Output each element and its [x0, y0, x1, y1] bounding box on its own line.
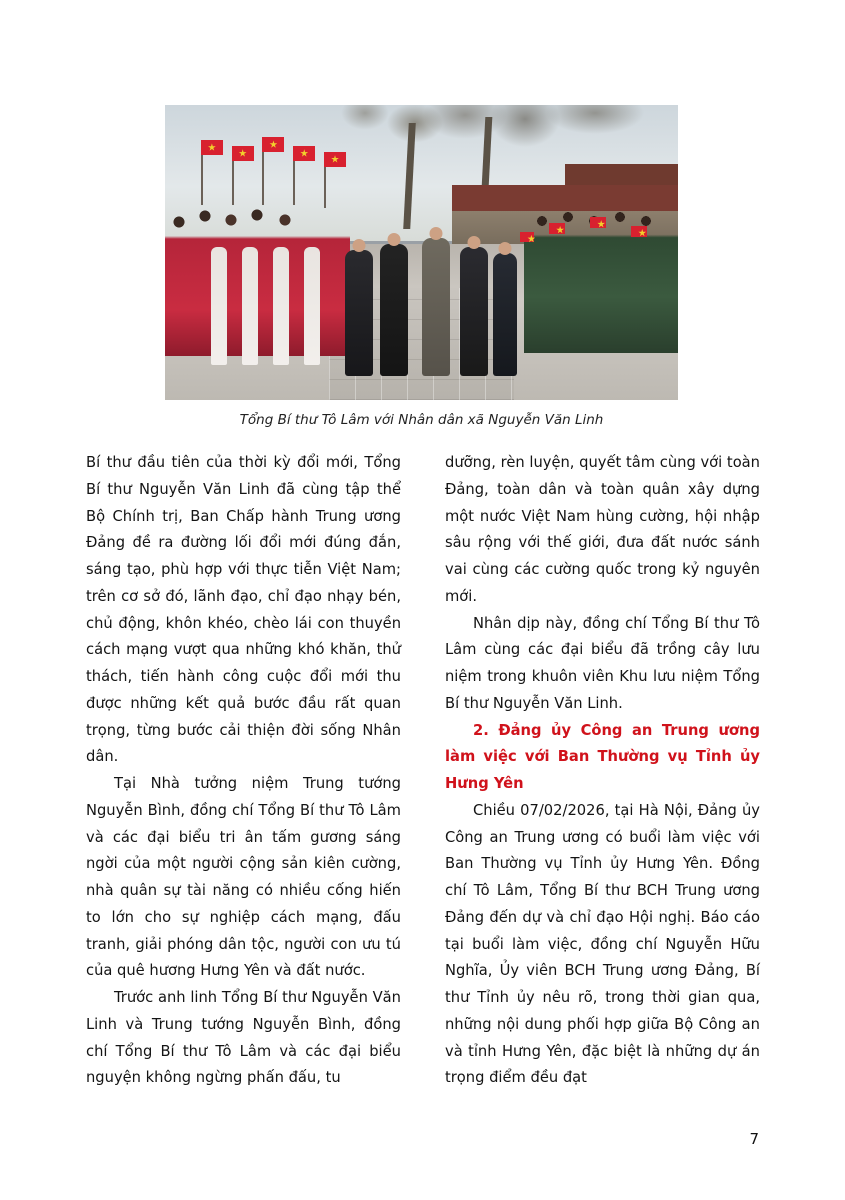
paragraph: Trước anh linh Tổng Bí thư Nguyễn Văn Linh và Trung tướng Nguyễn Bình, đồng chí Tổng Bí thư Tô Lâm và các đại biểu nguyện không ngừng phấn đấu, tu [86, 989, 401, 1087]
article-columns [86, 450, 760, 1092]
figure-block [165, 105, 678, 428]
photo-figure-dark-suit-3 [345, 250, 373, 377]
photo-figure-head-3 [467, 236, 480, 249]
photo-small-flag-right-1 [549, 223, 565, 234]
photo-small-flag-right-3 [631, 226, 647, 237]
section-heading: 2. Đảng ủy Công an Trung ương làm việc với Ban Thường vụ Tỉnh ủy Hưng Yên [445, 721, 760, 792]
photo-aodai-3 [273, 247, 289, 365]
paragraph: Tại Nhà tưởng niệm Trung tướng Nguyễn Bình, đồng chí Tổng Bí thư Tô Lâm và các đại biểu tri ân tấm gương sáng ngời của một người cộng sản kiên cường, nhà quân sự tài năng có nhiều cống hiến to lớn cho sự nghiệp cách mạng, đấu tranh, giải phóng dân tộc, người con ưu tú của quê hương Hưng Yên và đất nước. [86, 775, 401, 980]
photo-red-flag-5 [324, 152, 346, 167]
figure-caption: Tổng Bí thư Tô Lâm với Nhân dân xã Nguyễn Văn Linh [239, 412, 604, 428]
paragraph: Bí thư đầu tiên của thời kỳ đổi mới, Tổng Bí thư Nguyễn Văn Linh đã cùng tập thể Bộ Chính trị, Ban Chấp hành Trung ương Đảng đề ra đường lối đổi mới đúng đắn, sáng tạo, phù hợp với thực tiễn Việt Nam; trên cơ sở đó, lãnh đạo, chỉ đạo nhạy bén, chủ động, khôn khéo, chèo lái con thuyền cách mạng vượt qua những khó khăn, thử thách, tiến hành công cuộc đổi mới thu được những kết quả bước đầu rất quan trọng, từng bước cải thiện đời sống Nhân dân. [86, 454, 401, 766]
paragraph: dưỡng, rèn luyện, quyết tâm cùng với toàn Đảng, toàn dân và toàn quân xây dựng một nước Việt Nam hùng cường, hội nhập sâu rộng với thế giới, đưa đất nước sánh vai cùng các cường quốc trong kỷ nguyên mới. [445, 454, 760, 605]
photo-figure-dark-suit-4 [493, 253, 517, 377]
photo-red-flag-4 [293, 146, 315, 161]
photo-red-flag-3 [262, 137, 284, 152]
page-number: 7 [749, 1130, 759, 1148]
photo-figure-dark-suit-1 [380, 244, 408, 377]
left-column [86, 450, 401, 1092]
photo-figure-dark-suit-2 [460, 247, 488, 377]
right-column [445, 450, 760, 1092]
paragraph: Nhân dịp này, đồng chí Tổng Bí thư Tô Lâm cùng các đại biểu đã trồng cây lưu niệm trong khuôn viên Khu lưu niệm Tổng Bí thư Nguyễn Văn Linh. [445, 614, 760, 712]
paragraph: Chiều 07/02/2026, tại Hà Nội, Đảng ủy Công an Trung ương có buổi làm việc với Ban Thường vụ Tỉnh ủy Hưng Yên. Đồng chí Tô Lâm, Tổng Bí thư BCH Trung ương Đảng đến dự và chỉ đạo Hội nghị. Báo cáo tại buổi làm việc, đồng chí Nguyễn Hữu Nghĩa, Ủy viên BCH Trung ương Đảng, Bí thư Tỉnh ủy nêu rõ, trong thời gian qua, những nội dung phối hợp giữa Bộ Công an và tỉnh Hưng Yên, đặc biệt là những dự án trọng điểm đều đạt [445, 801, 760, 1087]
photo-red-flag-1 [201, 140, 223, 155]
photo-aodai-2 [242, 247, 258, 365]
photo-figure-head-4 [352, 239, 365, 252]
photo-figure-general-secretary [422, 238, 450, 377]
photo-aodai-4 [304, 247, 320, 365]
photo-aodai-1 [211, 247, 227, 365]
photo-figure-head-1 [388, 233, 401, 246]
photo-small-flag-right-2 [590, 217, 606, 228]
photo-red-flag-2 [232, 146, 254, 161]
photo-small-flag-right-4 [520, 232, 534, 242]
photo-general-secretary-with-people [165, 105, 678, 400]
photo-figure-head-2 [429, 227, 442, 240]
photo-figure-head-5 [499, 242, 512, 255]
